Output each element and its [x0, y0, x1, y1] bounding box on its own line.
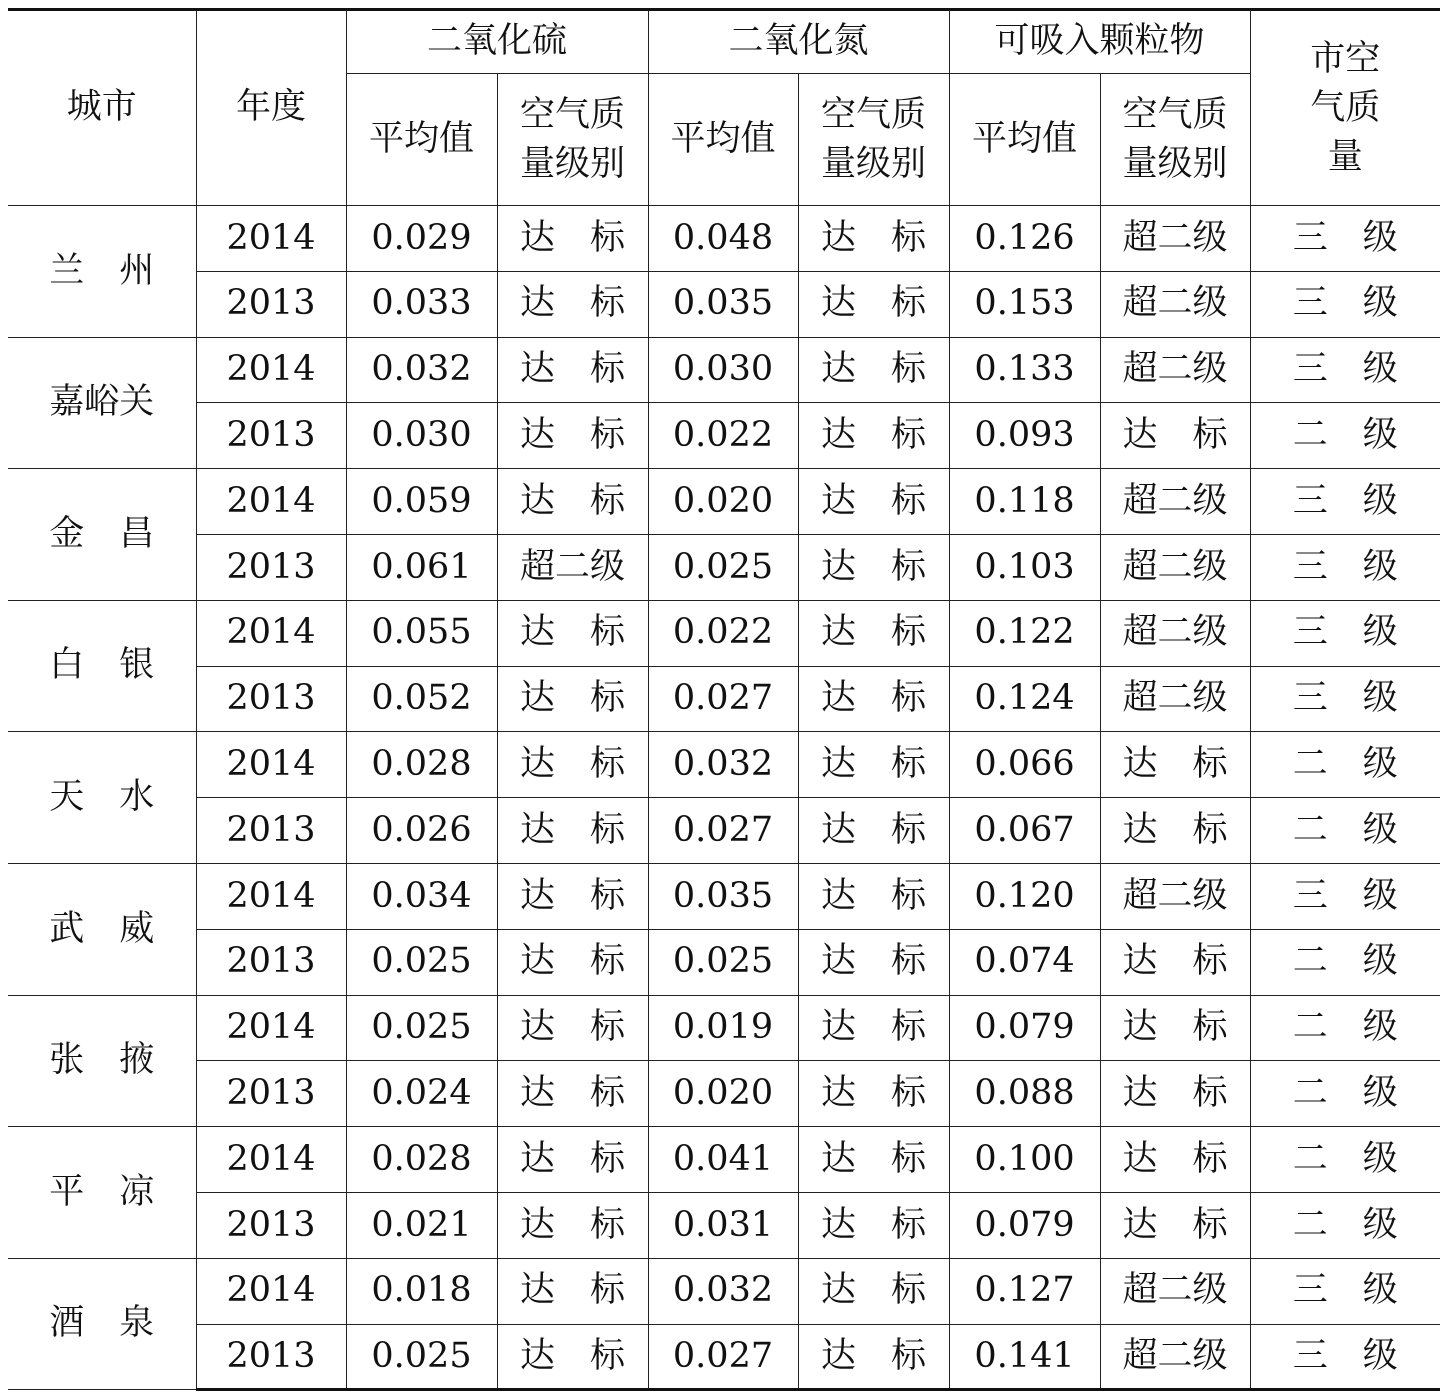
so2-avg-cell: 0.026	[346, 798, 497, 864]
so2-avg-cell: 0.029	[346, 206, 497, 272]
no2-avg-cell: 0.041	[648, 1127, 798, 1193]
header-no2: 二氧化氮	[648, 10, 949, 74]
no2-avg-cell: 0.025	[648, 534, 798, 600]
header-pm-level-text: 空气质量级别	[1122, 94, 1228, 184]
table-row	[8, 798, 1440, 864]
city-cell: 酒 泉	[8, 1258, 196, 1390]
overall-cell: 二 级	[1250, 929, 1440, 995]
so2-level-cell: 达 标	[497, 863, 648, 929]
overall-cell: 三 级	[1250, 1258, 1440, 1324]
no2-level-cell: 达 标	[798, 929, 949, 995]
so2-avg-cell: 0.061	[346, 534, 497, 600]
year-cell: 2014	[196, 206, 346, 272]
pm-level-cell: 达 标	[1100, 995, 1250, 1061]
no2-level-cell: 达 标	[798, 469, 949, 535]
overall-cell: 三 级	[1250, 469, 1440, 535]
pm-level-cell: 超二级	[1100, 1324, 1250, 1390]
no2-level-cell: 达 标	[798, 863, 949, 929]
no2-level-cell: 达 标	[798, 1127, 949, 1193]
no2-avg-cell: 0.022	[648, 403, 798, 469]
no2-level-cell: 达 标	[798, 666, 949, 732]
table-row	[8, 206, 1440, 272]
year-cell: 2014	[196, 469, 346, 535]
year-cell: 2014	[196, 600, 346, 666]
so2-level-cell: 达 标	[497, 1061, 648, 1127]
so2-avg-cell: 0.028	[346, 732, 497, 798]
header-year: 年度	[196, 10, 346, 206]
overall-cell: 三 级	[1250, 206, 1440, 272]
so2-level-cell: 达 标	[497, 1324, 648, 1390]
no2-avg-cell: 0.035	[648, 863, 798, 929]
table-row	[8, 1192, 1440, 1258]
pm-avg-cell: 0.153	[949, 271, 1100, 337]
year-cell: 2014	[196, 337, 346, 403]
pm-avg-cell: 0.100	[949, 1127, 1100, 1193]
city-cell: 白 银	[8, 600, 196, 732]
header-no2-level	[798, 74, 949, 206]
year-cell: 2013	[196, 1324, 346, 1390]
so2-level-cell: 达 标	[497, 1127, 648, 1193]
pm-avg-cell: 0.141	[949, 1324, 1100, 1390]
year-cell: 2013	[196, 1192, 346, 1258]
so2-avg-cell: 0.030	[346, 403, 497, 469]
table-row	[8, 1258, 1440, 1324]
table-body	[8, 206, 1440, 1390]
so2-level-cell: 达 标	[497, 206, 648, 272]
no2-level-cell: 达 标	[798, 798, 949, 864]
no2-level-cell: 达 标	[798, 1324, 949, 1390]
year-cell: 2013	[196, 666, 346, 732]
air-quality-table	[8, 8, 1440, 1391]
overall-cell: 三 级	[1250, 534, 1440, 600]
table-row	[8, 337, 1440, 403]
overall-cell: 三 级	[1250, 1324, 1440, 1390]
no2-avg-cell: 0.030	[648, 337, 798, 403]
no2-level-cell: 达 标	[798, 1061, 949, 1127]
so2-level-cell: 达 标	[497, 798, 648, 864]
table-row	[8, 666, 1440, 732]
header-so2-level-text: 空气质量级别	[519, 94, 625, 184]
pm-level-cell: 达 标	[1100, 1192, 1250, 1258]
year-cell: 2014	[196, 1258, 346, 1324]
pm-level-cell: 达 标	[1100, 732, 1250, 798]
no2-avg-cell: 0.032	[648, 1258, 798, 1324]
no2-avg-cell: 0.022	[648, 600, 798, 666]
no2-level-cell: 达 标	[798, 995, 949, 1061]
overall-cell: 二 级	[1250, 1061, 1440, 1127]
pm-level-cell: 超二级	[1100, 1258, 1250, 1324]
city-cell: 嘉峪关	[8, 337, 196, 469]
so2-level-cell: 达 标	[497, 1258, 648, 1324]
so2-level-cell: 达 标	[497, 600, 648, 666]
so2-avg-cell: 0.052	[346, 666, 497, 732]
so2-avg-cell: 0.028	[346, 1127, 497, 1193]
year-cell: 2013	[196, 403, 346, 469]
header-pm-avg: 平均值	[949, 74, 1100, 206]
year-cell: 2014	[196, 732, 346, 798]
table-row	[8, 929, 1440, 995]
no2-avg-cell: 0.027	[648, 666, 798, 732]
city-cell: 平 凉	[8, 1127, 196, 1259]
header-overall-text: 市空气质量	[1310, 38, 1381, 177]
header-pm: 可吸入颗粒物	[949, 10, 1250, 74]
header-so2-level	[497, 74, 648, 206]
no2-avg-cell: 0.048	[648, 206, 798, 272]
table-row	[8, 1324, 1440, 1390]
no2-avg-cell: 0.032	[648, 732, 798, 798]
pm-avg-cell: 0.103	[949, 534, 1100, 600]
pm-avg-cell: 0.067	[949, 798, 1100, 864]
so2-level-cell: 达 标	[497, 1192, 648, 1258]
city-cell: 金 昌	[8, 469, 196, 601]
pm-level-cell: 超二级	[1100, 271, 1250, 337]
year-cell: 2013	[196, 1061, 346, 1127]
table-header	[8, 10, 1440, 206]
so2-avg-cell: 0.032	[346, 337, 497, 403]
overall-cell: 三 级	[1250, 666, 1440, 732]
overall-cell: 三 级	[1250, 271, 1440, 337]
city-cell: 天 水	[8, 732, 196, 864]
overall-cell: 三 级	[1250, 600, 1440, 666]
overall-cell: 三 级	[1250, 863, 1440, 929]
city-cell: 武 威	[8, 863, 196, 995]
pm-level-cell: 超二级	[1100, 337, 1250, 403]
year-cell: 2013	[196, 534, 346, 600]
year-cell: 2014	[196, 863, 346, 929]
pm-level-cell: 超二级	[1100, 666, 1250, 732]
pm-avg-cell: 0.079	[949, 995, 1100, 1061]
so2-avg-cell: 0.059	[346, 469, 497, 535]
table-row	[8, 403, 1440, 469]
city-cell: 兰 州	[8, 206, 196, 338]
city-cell: 张 掖	[8, 995, 196, 1127]
pm-avg-cell: 0.127	[949, 1258, 1100, 1324]
overall-cell: 二 级	[1250, 1192, 1440, 1258]
no2-avg-cell: 0.035	[648, 271, 798, 337]
no2-level-cell: 达 标	[798, 1258, 949, 1324]
pm-level-cell: 达 标	[1100, 1061, 1250, 1127]
so2-avg-cell: 0.018	[346, 1258, 497, 1324]
table-row	[8, 534, 1440, 600]
overall-cell: 二 级	[1250, 732, 1440, 798]
table-row	[8, 271, 1440, 337]
pm-avg-cell: 0.133	[949, 337, 1100, 403]
overall-cell: 三 级	[1250, 337, 1440, 403]
no2-level-cell: 达 标	[798, 271, 949, 337]
header-overall	[1250, 10, 1440, 206]
pm-avg-cell: 0.088	[949, 1061, 1100, 1127]
so2-level-cell: 达 标	[497, 271, 648, 337]
no2-level-cell: 达 标	[798, 403, 949, 469]
table-row	[8, 995, 1440, 1061]
no2-level-cell: 达 标	[798, 732, 949, 798]
no2-level-cell: 达 标	[798, 206, 949, 272]
so2-avg-cell: 0.025	[346, 995, 497, 1061]
so2-level-cell: 超二级	[497, 534, 648, 600]
year-cell: 2013	[196, 798, 346, 864]
pm-avg-cell: 0.120	[949, 863, 1100, 929]
no2-level-cell: 达 标	[798, 337, 949, 403]
table-row	[8, 469, 1440, 535]
header-so2: 二氧化硫	[346, 10, 648, 74]
table-row	[8, 1061, 1440, 1127]
year-cell: 2013	[196, 929, 346, 995]
pm-avg-cell: 0.079	[949, 1192, 1100, 1258]
table-row	[8, 863, 1440, 929]
no2-avg-cell: 0.031	[648, 1192, 798, 1258]
pm-avg-cell: 0.122	[949, 600, 1100, 666]
so2-level-cell: 达 标	[497, 337, 648, 403]
header-city: 城市	[8, 10, 196, 206]
no2-avg-cell: 0.027	[648, 1324, 798, 1390]
header-no2-level-text: 空气质量级别	[821, 94, 927, 184]
so2-level-cell: 达 标	[497, 666, 648, 732]
no2-avg-cell: 0.019	[648, 995, 798, 1061]
so2-avg-cell: 0.025	[346, 929, 497, 995]
pm-level-cell: 达 标	[1100, 798, 1250, 864]
year-cell: 2013	[196, 271, 346, 337]
pm-level-cell: 超二级	[1100, 469, 1250, 535]
pm-avg-cell: 0.066	[949, 732, 1100, 798]
overall-cell: 二 级	[1250, 403, 1440, 469]
pm-avg-cell: 0.118	[949, 469, 1100, 535]
so2-level-cell: 达 标	[497, 929, 648, 995]
pm-level-cell: 达 标	[1100, 403, 1250, 469]
table-row	[8, 600, 1440, 666]
pm-avg-cell: 0.093	[949, 403, 1100, 469]
so2-avg-cell: 0.025	[346, 1324, 497, 1390]
pm-level-cell: 超二级	[1100, 534, 1250, 600]
so2-level-cell: 达 标	[497, 995, 648, 1061]
year-cell: 2014	[196, 1127, 346, 1193]
table-row	[8, 1127, 1440, 1193]
pm-avg-cell: 0.074	[949, 929, 1100, 995]
overall-cell: 二 级	[1250, 1127, 1440, 1193]
so2-avg-cell: 0.024	[346, 1061, 497, 1127]
year-cell: 2014	[196, 995, 346, 1061]
so2-avg-cell: 0.021	[346, 1192, 497, 1258]
pm-level-cell: 超二级	[1100, 600, 1250, 666]
header-no2-avg: 平均值	[648, 74, 798, 206]
table-row	[8, 732, 1440, 798]
pm-avg-cell: 0.126	[949, 206, 1100, 272]
so2-avg-cell: 0.033	[346, 271, 497, 337]
pm-level-cell: 达 标	[1100, 929, 1250, 995]
no2-level-cell: 达 标	[798, 600, 949, 666]
overall-cell: 二 级	[1250, 798, 1440, 864]
pm-level-cell: 超二级	[1100, 863, 1250, 929]
pm-level-cell: 超二级	[1100, 206, 1250, 272]
no2-avg-cell: 0.020	[648, 1061, 798, 1127]
no2-avg-cell: 0.025	[648, 929, 798, 995]
header-so2-avg: 平均值	[346, 74, 497, 206]
no2-avg-cell: 0.020	[648, 469, 798, 535]
pm-avg-cell: 0.124	[949, 666, 1100, 732]
header-pm-level	[1100, 74, 1250, 206]
so2-level-cell: 达 标	[497, 469, 648, 535]
no2-level-cell: 达 标	[798, 534, 949, 600]
so2-level-cell: 达 标	[497, 732, 648, 798]
no2-avg-cell: 0.027	[648, 798, 798, 864]
overall-cell: 二 级	[1250, 995, 1440, 1061]
so2-avg-cell: 0.055	[346, 600, 497, 666]
pm-level-cell: 达 标	[1100, 1127, 1250, 1193]
so2-level-cell: 达 标	[497, 403, 648, 469]
no2-level-cell: 达 标	[798, 1192, 949, 1258]
so2-avg-cell: 0.034	[346, 863, 497, 929]
